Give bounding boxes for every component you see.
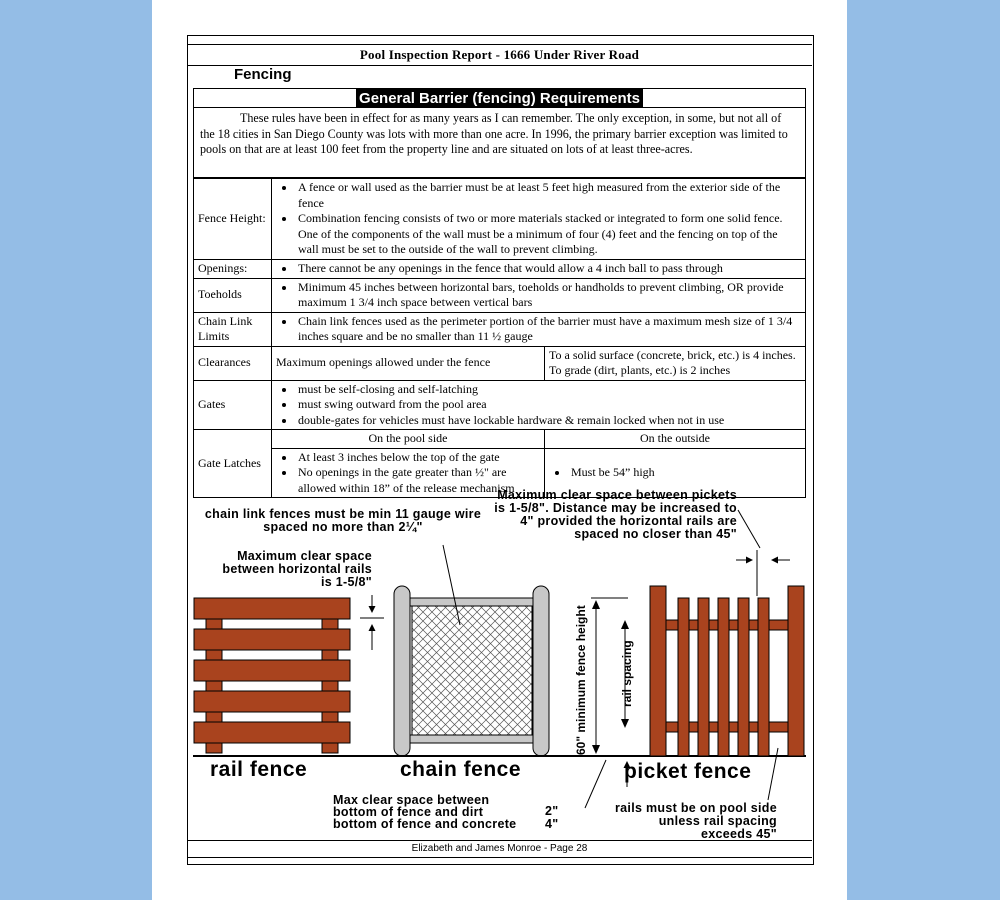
chain-fence-post xyxy=(533,586,549,756)
picket-fence-drawing xyxy=(650,586,804,756)
list-item: • Chain link fences used as the perimeter portion of the barrier must have a maximum mesh size of 1 3/4 inches square and be no smaller than 11 ½ gauge xyxy=(296,314,801,345)
intro-paragraph: These rules have been in effect for as many years as I can remember. The only exception, in some, but not all of the 18 cities in San Diego County was lots with more than one acre. In 1996, the primary barrier exception was limited to pools on that are at least 100 feet from the property line and are situated on lots of at least three-acres. xyxy=(193,108,806,178)
picket-fence-post xyxy=(650,586,666,756)
picket xyxy=(718,598,729,756)
clearance-text-2: To a solid surface (concrete, brick, etc.) is 4 inches. To grade (dirt, plants, etc.) is 2 inches xyxy=(545,346,806,380)
row-label-gates: Gates xyxy=(194,380,272,430)
chain-fence-label: chain fence xyxy=(400,758,522,781)
rail-spacing-label: rail spacing xyxy=(620,640,634,707)
bottom-clearance-note-2: bottom of fence and dirt xyxy=(333,805,484,819)
chain-fence-bottom-rail xyxy=(410,735,534,743)
rail-fence-rail xyxy=(194,598,350,619)
page-footer: Elizabeth and James Monroe - Page 28 xyxy=(187,840,812,858)
latch-pool-side-heading: On the pool side xyxy=(272,430,545,449)
rail-fence-drawing xyxy=(194,598,350,753)
list-item: • Minimum 45 inches between horizontal bars, toeholds or handholds to prevent climbing, OR provide maximum 1 3/4 inch space between vertical bars xyxy=(296,280,801,311)
list-item: • A fence or wall used as the barrier must be at least 5 feet high measured from the exterior side of the fence xyxy=(296,180,801,211)
row-label-toeholds: Toeholds xyxy=(194,278,272,312)
picket xyxy=(738,598,749,756)
row-label-height: Fence Height: xyxy=(194,179,272,260)
section-title: Fencing xyxy=(234,66,292,83)
chain-link-note: chain link fences must be min 11 gauge wire spaced no more than 2¼" xyxy=(204,507,482,534)
bottom-clearance-note-1: Max clear space between xyxy=(333,793,490,807)
chain-fence-mesh xyxy=(412,604,532,736)
rail-fence-rail xyxy=(194,691,350,712)
chain-fence-post xyxy=(394,586,410,756)
chain-fence-drawing xyxy=(394,586,549,756)
list-item: • At least 3 inches below the top of the gate xyxy=(296,450,540,466)
list-item: • There cannot be any openings in the fence that would allow a 4 inch ball to pass through xyxy=(296,261,801,277)
row-label-latches: Gate Latches xyxy=(194,430,272,498)
list-item: • must swing outward from the pool area xyxy=(296,397,801,413)
rail-fence-rail xyxy=(194,722,350,743)
bottom-dimension-4: 4" xyxy=(545,817,559,831)
latch-outside-heading: On the outside xyxy=(545,430,806,449)
pool-side-note: rails must be on pool side unless rail spacing exceeds 45" xyxy=(615,801,777,841)
table-title: General Barrier (fencing) Requirements xyxy=(356,89,643,108)
clearance-text-1: Maximum openings allowed under the fence xyxy=(272,346,545,380)
list-item: • No openings in the gate greater than ½" are allowed within 18” of the release mechanism xyxy=(296,465,540,496)
list-item: • Must be 54” high xyxy=(569,465,801,481)
rail-fence-rail xyxy=(194,660,350,681)
height-dimension-label: 60" minimum fence height xyxy=(574,605,588,755)
list-item: • must be self-closing and self-latching xyxy=(296,382,801,398)
list-item: • double-gates for vehicles must have lockable hardware & remain locked when not in use xyxy=(296,413,801,429)
picket xyxy=(758,598,769,756)
row-label-chain: Chain Link Limits xyxy=(194,312,272,346)
rail-fence-label: rail fence xyxy=(210,758,308,781)
picket xyxy=(698,598,709,756)
list-item: • Combination fencing consists of two or more materials stacked or integrated to form one solid fence. One of the components of the wall must be a minimum of four (4) feet and the fencing on top of the wall must be set to the outside of the wall to prevent climbing. xyxy=(296,211,801,258)
picket-fence-label: picket fence xyxy=(624,760,752,783)
bottom-clearance-note-3: bottom of fence and concrete xyxy=(333,817,517,831)
picket-spacing-note: Maximum clear space between pickets is 1-5/8". Distance may be increased to 4" provided the horizontal rails are spaced no closer than 45" xyxy=(494,488,737,541)
rail-spacing-note: Maximum clear space between horizontal rails is 1-5/8" xyxy=(222,549,372,589)
bottom-dimension-2: 2" xyxy=(545,804,559,818)
report-header: Pool Inspection Report - 1666 Under River Road xyxy=(187,44,812,66)
picket-fence-post xyxy=(788,586,804,756)
row-label-openings: Openings: xyxy=(194,260,272,279)
row-label-clearances: Clearances xyxy=(194,346,272,380)
picket xyxy=(678,598,689,756)
chain-fence-top-rail xyxy=(410,598,534,606)
rail-fence-rail xyxy=(194,629,350,650)
